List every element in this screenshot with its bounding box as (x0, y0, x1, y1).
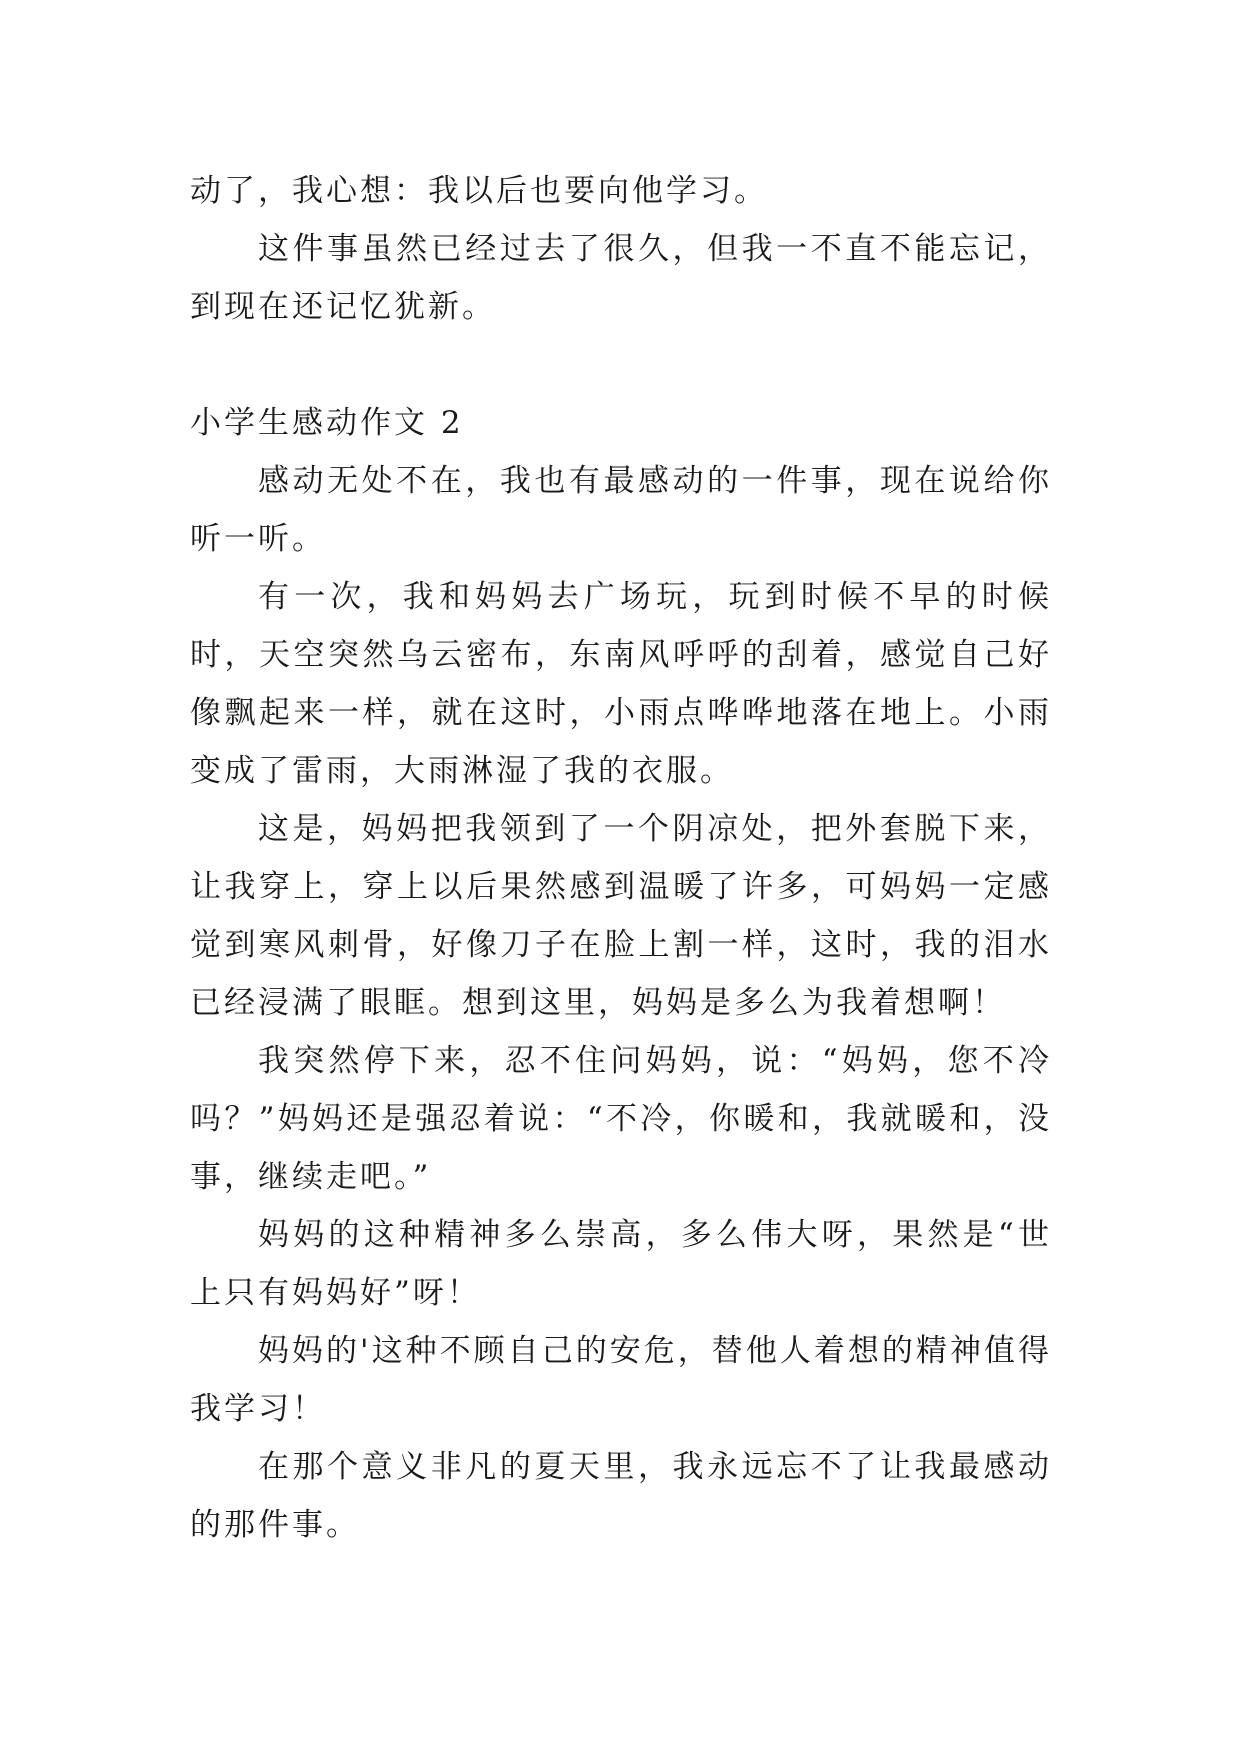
paragraph: 这是，妈妈把我领到了一个阴凉处，把外套脱下来，让我穿上，穿上以后果然感到温暖了许多，可妈妈一定感觉到寒风刺骨，好像刀子在脸上割一样，这时，我的泪水已经浸满了眼眶。想到这里，妈妈是多么为我着想啊！ (190, 811, 1052, 1021)
paragraph: 有一次，我和妈妈去广场玩，玩到时候不早的时候时，天空突然乌云密布，东南风呼呼的刮着，感觉自己好像飘起来一样，就在这时，小雨点哗哗地落在地上。小雨变成了雷雨，大雨淋湿了我的衣服。 (190, 579, 1052, 789)
section-spacer (190, 336, 1052, 394)
document-body (190, 162, 1052, 1554)
paragraph: 妈妈的这种精神多么崇高，多么伟大呀，果然是“世上只有妈妈好”呀！ (190, 1217, 1052, 1311)
paragraph: 在那个意义非凡的夏天里，我永远忘不了让我最感动的那件事。 (190, 1449, 1052, 1543)
paragraph: 我突然停下来，忍不住问妈妈，说：“妈妈，您不冷吗？”妈妈还是强忍着说：“不冷，你暖和，我就暖和，没事，继续走吧。” (190, 1043, 1052, 1195)
paragraph: 这件事虽然已经过去了很久，但我一不直不能忘记，到现在还记忆犹新。 (190, 231, 1052, 325)
paragraph: 感动无处不在，我也有最感动的一件事，现在说给你听一听。 (190, 463, 1052, 557)
section-title: 小学生感动作文 2 (190, 405, 464, 441)
paragraph: 动了，我心想：我以后也要向他学习。 (190, 173, 768, 209)
paragraph: 妈妈的'这种不顾自己的安危，替他人着想的精神值得我学习！ (190, 1333, 1052, 1427)
